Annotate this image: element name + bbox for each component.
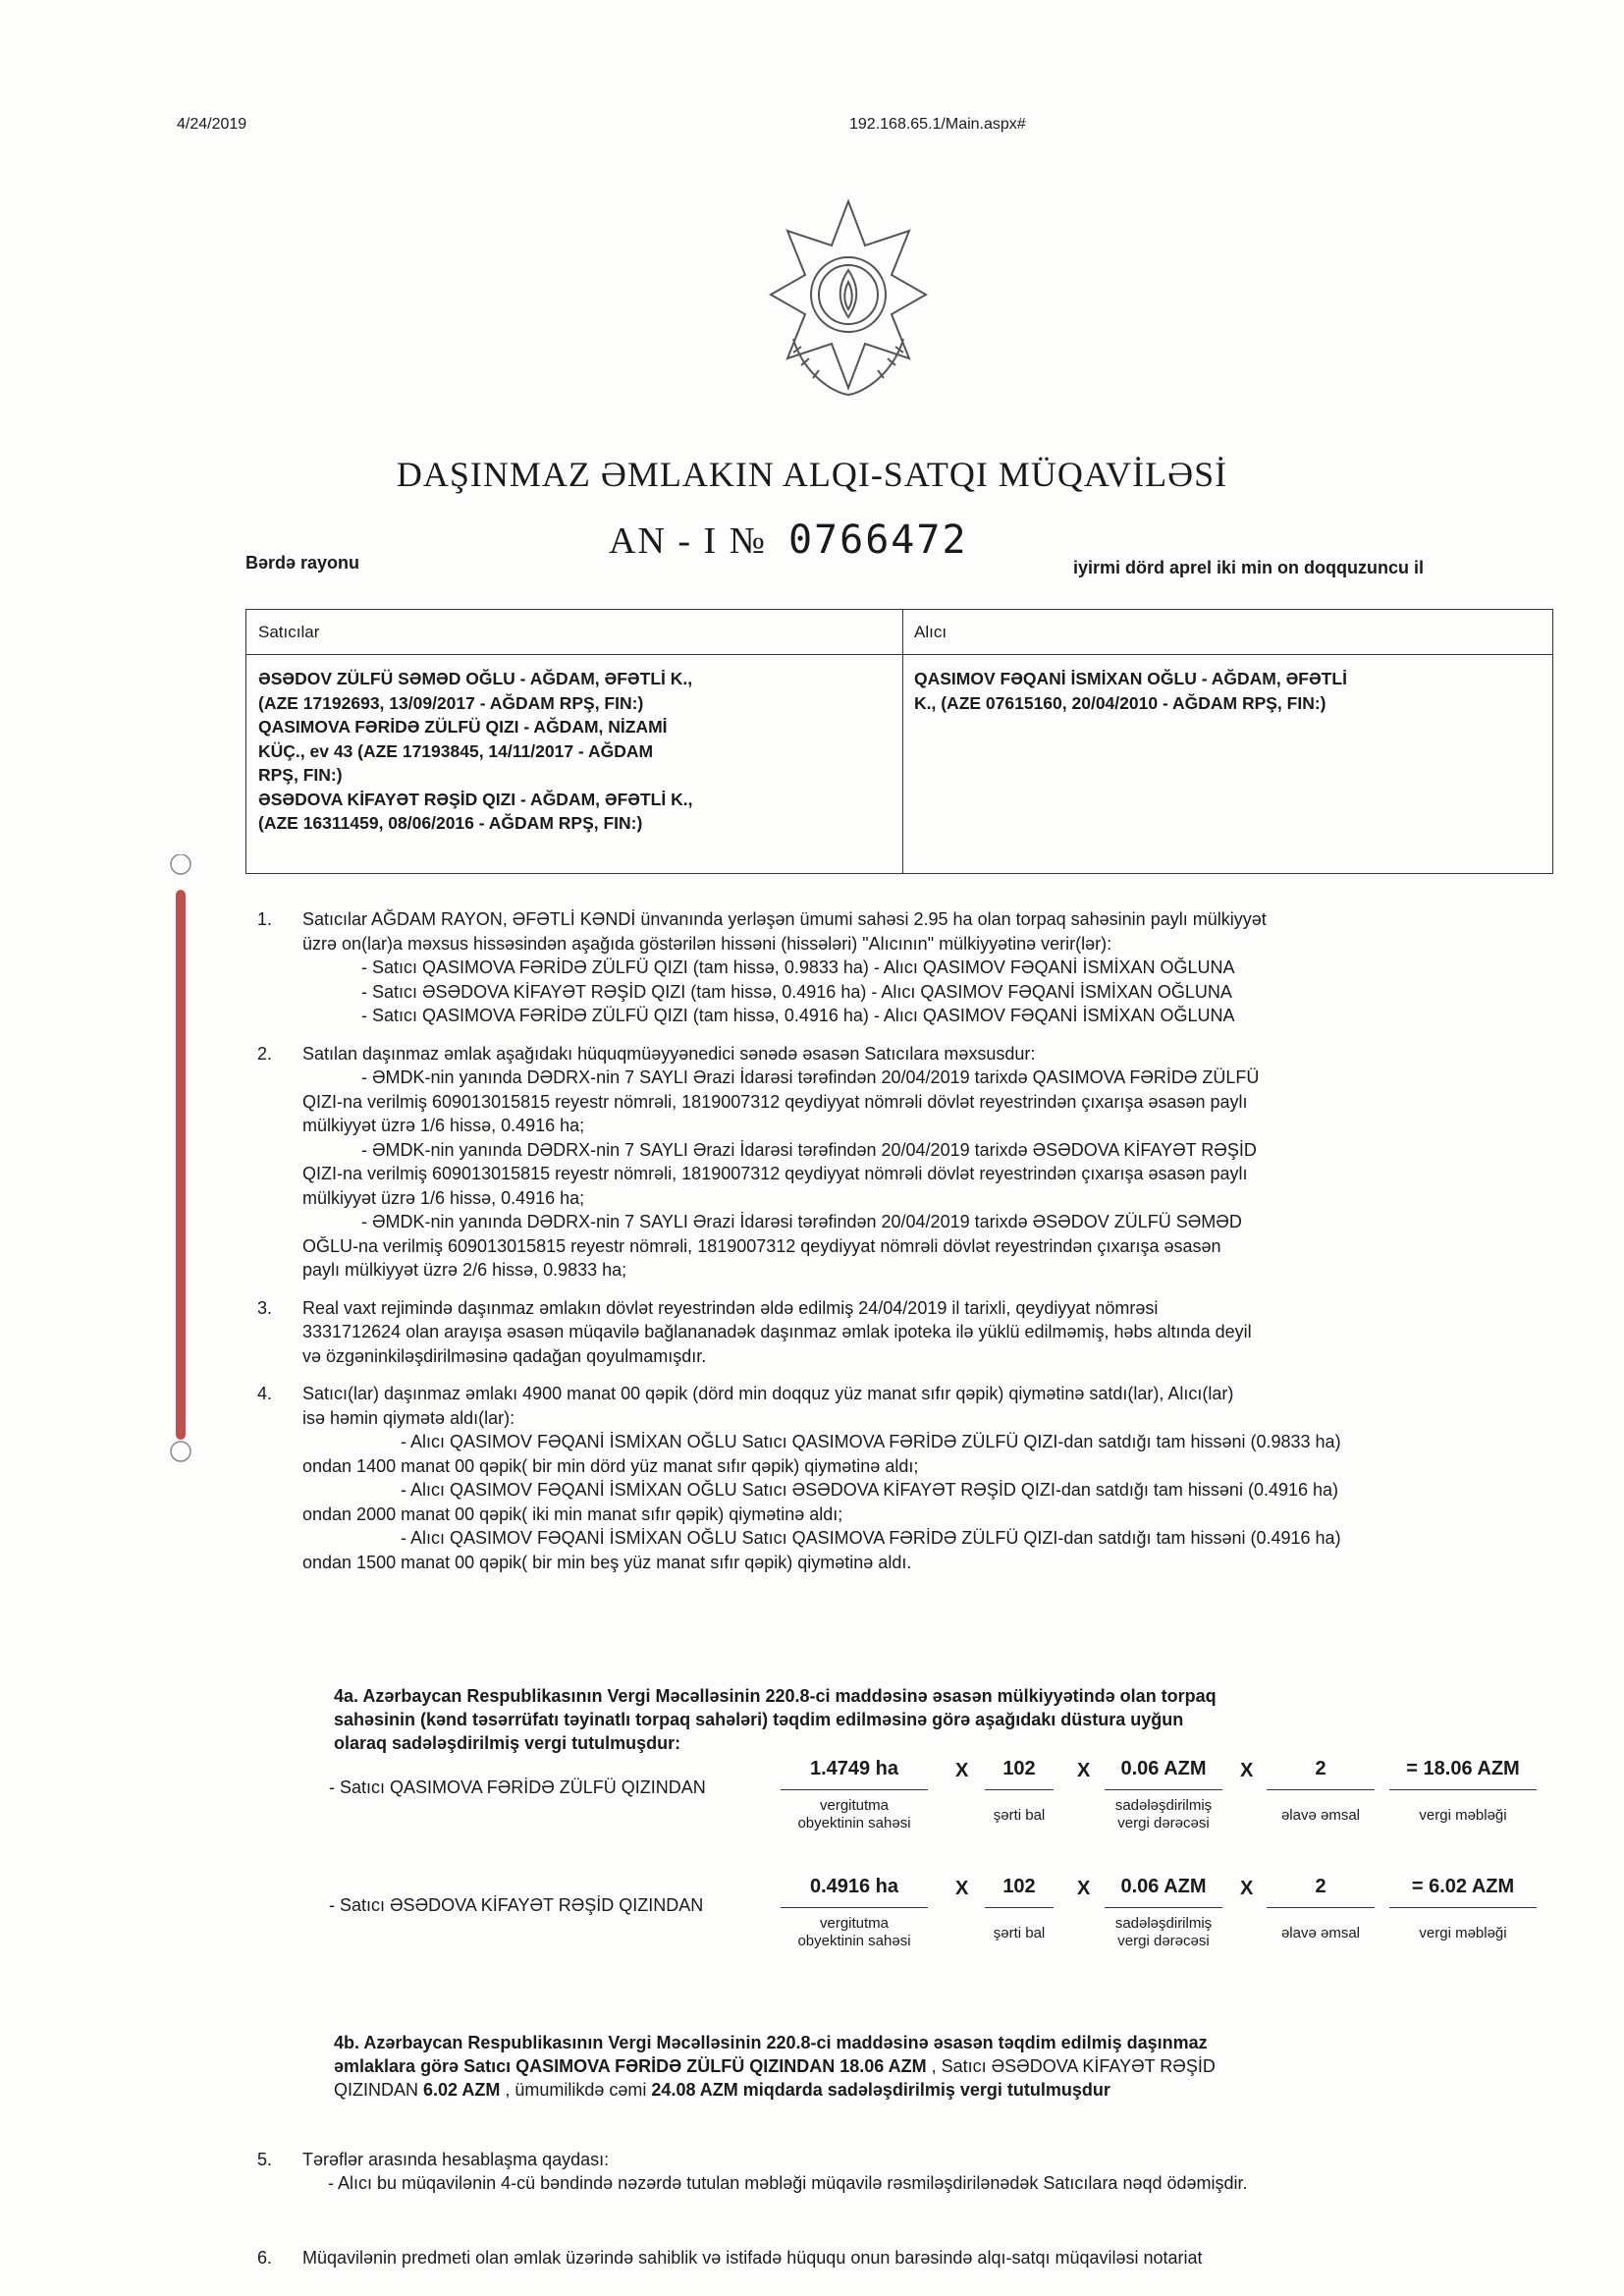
caption-result: vergi məbləği <box>1419 1807 1507 1824</box>
buyer-line: K., (AZE 07615160, 20/04/2010 - AĞDAM RPŞ, FIN:) <box>914 692 1326 713</box>
region-label: Bərdə rayonu <box>245 553 360 573</box>
clause-number: 6. <box>257 2248 273 2268</box>
caption-line: sadələşdirilmiş <box>1114 1797 1213 1814</box>
print-date: 4/24/2019 <box>177 116 247 133</box>
caption-rate <box>1090 1915 1237 1950</box>
seller-line: (AZE 16311459, 08/06/2016 - AĞDAM RPŞ, FIN:) <box>258 813 643 833</box>
clause-number: 2. <box>257 1043 273 1064</box>
clause-line: Müqavilənin predmeti olan əmlak üzərində sahiblik və istifadə hüququ onun barəsində alqı-satqı müqaviləsi notariat <box>302 2248 1203 2268</box>
clause-line: paylı mülkiyyət üzrə 2/6 hissə, 0.9833 ha; <box>302 1260 627 1280</box>
formula-coef-value: 2 <box>1315 1876 1326 1897</box>
caption-line: vergitutma <box>819 1915 890 1932</box>
caption-line: vergi dərəcəsi <box>1117 1815 1210 1831</box>
multiply-sign: X <box>1077 1878 1091 1899</box>
clause-line: QIZI-na verilmiş 609013015815 reyestr nömrəli, 1819007312 qeydiyyat nömrəli dövlət reyestrindən çıxarışa əsasən paylı <box>302 1164 1248 1183</box>
seller-line: ƏSƏDOVA KİFAYƏT RƏŞİD QIZI - AĞDAM, ƏFƏTLİ K., <box>258 789 693 809</box>
seller-line: (AZE 17192693, 13/09/2017 - AĞDAM RPŞ, FIN:) <box>258 692 644 713</box>
caption-line: vergitutma <box>819 1797 890 1814</box>
clause-line: QIZI-na verilmiş 609013015815 reyestr nömrəli, 1819007312 qeydiyyat nömrəli dövlət reyestrindən çıxarışa əsasən paylı <box>302 1091 1248 1112</box>
clause-line: isə həmin qiymətə aldı(lar): <box>302 1407 515 1428</box>
caption-line: sadələşdirilmiş <box>1114 1915 1213 1932</box>
formula-underline <box>781 1907 928 1908</box>
formula-underline <box>985 1789 1054 1790</box>
clause-line: - Alıcı bu müqavilənin 4-cü bəndində nəzərdə tutulan məbləği müqavilə rəsmiləşdirilənədək Satıcılara nəqd ödəmişdir. <box>328 2173 1248 2193</box>
sellers-heading: Satıcılar <box>258 623 320 641</box>
clause-line: 3331712624 olan arayışa əsasən müqavilə bağlananadək daşınmaz əmlak ipoteka ilə yüklü edilməmiş, həbs altında deyil <box>302 1322 1252 1341</box>
section-4b <box>334 2031 1534 2102</box>
clause-line: Satıcı(lar) daşınmaz əmlakı 4900 manat 00 qəpik (dörd min doqquz yüz manat sıfır qəpik) qiymətinə satdı(lar), Alıcı(lar) <box>302 1384 1234 1403</box>
multiply-sign: X <box>1240 1878 1254 1899</box>
caption-coef: əlavə əmsal <box>1280 1807 1361 1824</box>
caption-line: vergi dərəcəsi <box>1117 1933 1210 1949</box>
formula-result-value: = 6.02 AZM <box>1411 1876 1515 1897</box>
section-6 <box>257 2246 1534 2283</box>
clause-line: ondan 1500 manat 00 qəpik( bir min beş yüz manat sıfır qəpik) qiymətinə aldı. <box>302 1552 912 1572</box>
section-4a-line: sahəsinin (kənd təsərrüfatı təyinatlı torpaq sahələri) təqdim edilməsinə görə aşağıdakı düstura uyğun <box>334 1710 1184 1729</box>
section-4b-line: QIZINDAN 6.02 AZM , ümumilikdə cəmi 24.08 AZM miqdarda sadələşdirilmiş vergi tutulmuşdur <box>334 2080 1110 2100</box>
clause-number: 4. <box>257 1384 273 1403</box>
clause-line: Satılan daşınmaz əmlak aşağıdakı hüquqmüəyyənedici sənədə əsasən Satıcılara məxsusdur: <box>302 1043 1036 1064</box>
document-series: AN - I № <box>609 520 767 562</box>
sellers-cell <box>258 667 692 836</box>
document-title: DAŞINMAZ ƏMLAKIN ALQI-SATQI MÜQAVİLƏSİ <box>396 455 1228 494</box>
caption-coef: əlavə əmsal <box>1280 1925 1361 1941</box>
formula-underline <box>1105 1907 1222 1908</box>
document-number-value: 0766472 <box>787 518 968 563</box>
clause-line: mülkiyyət üzrə 1/6 hissə, 0.4916 ha; <box>302 1116 585 1135</box>
clause-number: 3. <box>257 1297 273 1318</box>
caption-result: vergi məbləği <box>1419 1925 1507 1941</box>
formula-seller-label: - Satıcı QASIMOVA FƏRİDƏ ZÜLFÜ QIZINDAN <box>329 1777 706 1797</box>
state-emblem-icon <box>764 191 933 403</box>
buyer-heading: Alıcı <box>914 623 947 641</box>
formula-result-value: = 18.06 AZM <box>1406 1758 1520 1779</box>
print-url: 192.168.65.1/Main.aspx# <box>849 116 1026 133</box>
formula-underline <box>1267 1789 1375 1790</box>
binder-hole-decoration <box>167 854 196 1463</box>
formula-points-value: 102 <box>1002 1758 1036 1779</box>
section-4a <box>334 1684 1534 1755</box>
formula-underline <box>1389 1789 1537 1790</box>
section-4a-line: 4a. Azərbaycan Respublikasının Vergi Məcəlləsinin 220.8-ci maddəsinə əsasən mülkiyyətində olan torpaq <box>334 1686 1217 1706</box>
clause-line: - Alıcı QASIMOV FƏQANİ İSMİXAN OĞLU Satıcı ƏSƏDOVA KİFAYƏT RƏŞİD QIZI-dan satdığı tam hissəni (0.4916 ha) <box>401 1480 1339 1500</box>
caption-area <box>761 1797 947 1832</box>
clause-line: - Satıcı QASIMOVA FƏRİDƏ ZÜLFÜ QIZI (tam hissə, 0.4916 ha) - Alıcı QASIMOV FƏQANİ İSMİXAN OĞLUNA <box>361 1006 1235 1025</box>
multiply-sign: X <box>1077 1760 1091 1781</box>
clause-line: - ƏMDK-nin yanında DƏDRX-nin 7 SAYLI Ərazi İdarəsi tərəfindən 20/04/2019 tarixdə ƏSƏDOV ZÜLFÜ SƏMƏD <box>361 1212 1242 1231</box>
clause-line: Real vaxt rejimində daşınmaz əmlakın dövlət reyestrindən əldə edilmiş 24/04/2019 il tarixli, qeydiyyat nömrəsi <box>302 1297 1159 1318</box>
clause-line: - Alıcı QASIMOV FƏQANİ İSMİXAN OĞLU Satıcı QASIMOVA FƏRİDƏ ZÜLFÜ QIZI-dan satdığı tam hissəni (0.4916 ha) <box>401 1528 1341 1548</box>
clause-item <box>257 907 1534 1028</box>
formula-rate-value: 0.06 AZM <box>1120 1876 1207 1897</box>
clause-line: Tərəflər arasında hesablaşma qaydası: <box>302 2150 610 2169</box>
formula-area-value: 0.4916 ha <box>809 1876 899 1897</box>
section-4b-line: əmlaklara görə Satıcı QASIMOVA FƏRİDƏ ZÜLFÜ QIZINDAN 18.06 AZM , Satıcı ƏSƏDOVA KİFAYƏT RƏŞİD <box>334 2056 1216 2076</box>
section-4a-line: olaraq sadələşdirilmiş vergi tutulmuşdur: <box>334 1733 681 1753</box>
seller-line: RPŞ, FIN:) <box>258 765 343 785</box>
multiply-sign: X <box>955 1878 969 1899</box>
date-in-words: iyirmi dörd aprel iki min on doqquzuncu il <box>1073 558 1425 577</box>
formula-underline <box>781 1789 928 1790</box>
formula-underline <box>1389 1907 1537 1908</box>
caption-area <box>761 1915 947 1950</box>
caption-rate <box>1090 1797 1237 1832</box>
clause-line: - ƏMDK-nin yanında DƏDRX-nin 7 SAYLI Ərazi İdarəsi tərəfindən 20/04/2019 tarixdə ƏSƏDOVA KİFAYƏT RƏŞİD <box>361 1139 1257 1160</box>
section-5 <box>257 2148 1534 2195</box>
formula-seller-label: - Satıcı ƏSƏDOVA KİFAYƏT RƏŞİD QIZINDAN <box>329 1895 704 1915</box>
clause-line: Satıcılar AĞDAM RAYON, ƏFƏTLİ KƏNDİ ünvanında yerləşən ümumi sahəsi 2.95 ha olan torpaq sahəsinin paylı mülkiyyət <box>302 909 1267 929</box>
clause-line: - Satıcı ƏSƏDOVA KİFAYƏT RƏŞİD QIZI (tam hissə, 0.4916 ha) - Alıcı QASIMOV FƏQANİ İSMİXAN OĞLUNA <box>361 981 1232 1002</box>
formula-points-value: 102 <box>1002 1876 1036 1897</box>
clause-line: - Alıcı QASIMOV FƏQANİ İSMİXAN OĞLU Satıcı QASIMOVA FƏRİDƏ ZÜLFÜ QIZI-dan satdığı tam hissəni (0.9833 ha) <box>401 1432 1341 1451</box>
seller-line: QASIMOVA FƏRİDƏ ZÜLFÜ QIZI - AĞDAM, NİZAMİ <box>258 717 668 737</box>
caption-points: şərti bal <box>993 1807 1046 1824</box>
caption-line: obyektinin sahəsi <box>797 1933 911 1949</box>
formula-area-value: 1.4749 ha <box>809 1758 899 1779</box>
clause-number: 5. <box>257 2150 273 2169</box>
clause-line: ondan 1400 manat 00 qəpik( bir min dörd yüz manat sıfır qəpik) qiymətinə aldı; <box>302 1455 919 1476</box>
clause-line: - Satıcı QASIMOVA FƏRİDƏ ZÜLFÜ QIZI (tam hissə, 0.9833 ha) - Alıcı QASIMOV FƏQANİ İSMİXAN OĞLUNA <box>361 957 1235 977</box>
document-number <box>609 518 968 563</box>
clause-item <box>257 1296 1534 1369</box>
tax-formula <box>329 1876 1546 1964</box>
parties-table <box>245 609 1553 874</box>
formula-underline <box>1267 1907 1375 1908</box>
caption-points: şərti bal <box>993 1925 1046 1941</box>
contract-clauses <box>257 907 1534 1588</box>
clause-line: ondan 2000 manat 00 qəpik( iki min manat sıfır qəpik) qiymətinə aldı; <box>302 1503 843 1524</box>
tax-formula <box>329 1758 1546 1846</box>
formula-coef-value: 2 <box>1315 1758 1326 1779</box>
multiply-sign: X <box>955 1760 969 1781</box>
seller-line: KÜÇ., ev 43 (AZE 17193845, 14/11/2017 - AĞDAM <box>258 740 654 761</box>
table-divider <box>902 610 903 873</box>
multiply-sign: X <box>1240 1760 1254 1781</box>
section-4b-line: 4b. Azərbaycan Respublikasının Vergi Məcəlləsinin 220.8-ci maddəsinə əsasən təqdim edilmiş daşınmaz <box>334 2033 1208 2052</box>
clause-line: OĞLU-na verilmiş 609013015815 reyestr nömrəli, 1819007312 qeydiyyat nömrəli dövlət reyestrindən çıxarışa əsasən <box>302 1235 1221 1256</box>
clause-line: mülkiyyət üzrə 1/6 hissə, 0.4916 ha; <box>302 1187 585 1208</box>
seller-line: ƏSƏDOV ZÜLFÜ SƏMƏD OĞLU - AĞDAM, ƏFƏTLİ K., <box>258 669 693 688</box>
clause-number: 1. <box>257 909 273 929</box>
clause-item <box>257 1042 1534 1283</box>
clause-line: və özgəninkiləşdirilməsinə qadağan qoyulmamışdır. <box>302 1345 707 1366</box>
formula-underline <box>985 1907 1054 1908</box>
caption-line: obyektinin sahəsi <box>797 1815 911 1831</box>
formula-underline <box>1105 1789 1222 1790</box>
formula-rate-value: 0.06 AZM <box>1120 1758 1207 1779</box>
clause-item <box>257 1382 1534 1574</box>
table-divider <box>246 654 1552 655</box>
clause-line: - ƏMDK-nin yanında DƏDRX-nin 7 SAYLI Ərazi İdarəsi tərəfindən 20/04/2019 tarixdə QASIMOVA FƏRİDƏ ZÜLFÜ <box>361 1067 1260 1087</box>
clause-line: üzrə on(lar)a məxsus hissəsindən aşağıda göstərilən hissəni (hissələri) "Alıcının" mülkiyyətinə verir(lər): <box>302 933 1112 954</box>
buyer-cell <box>914 667 1347 715</box>
buyer-line: QASIMOV FƏQANİ İSMİXAN OĞLU - AĞDAM, ƏFƏTLİ <box>914 669 1347 688</box>
